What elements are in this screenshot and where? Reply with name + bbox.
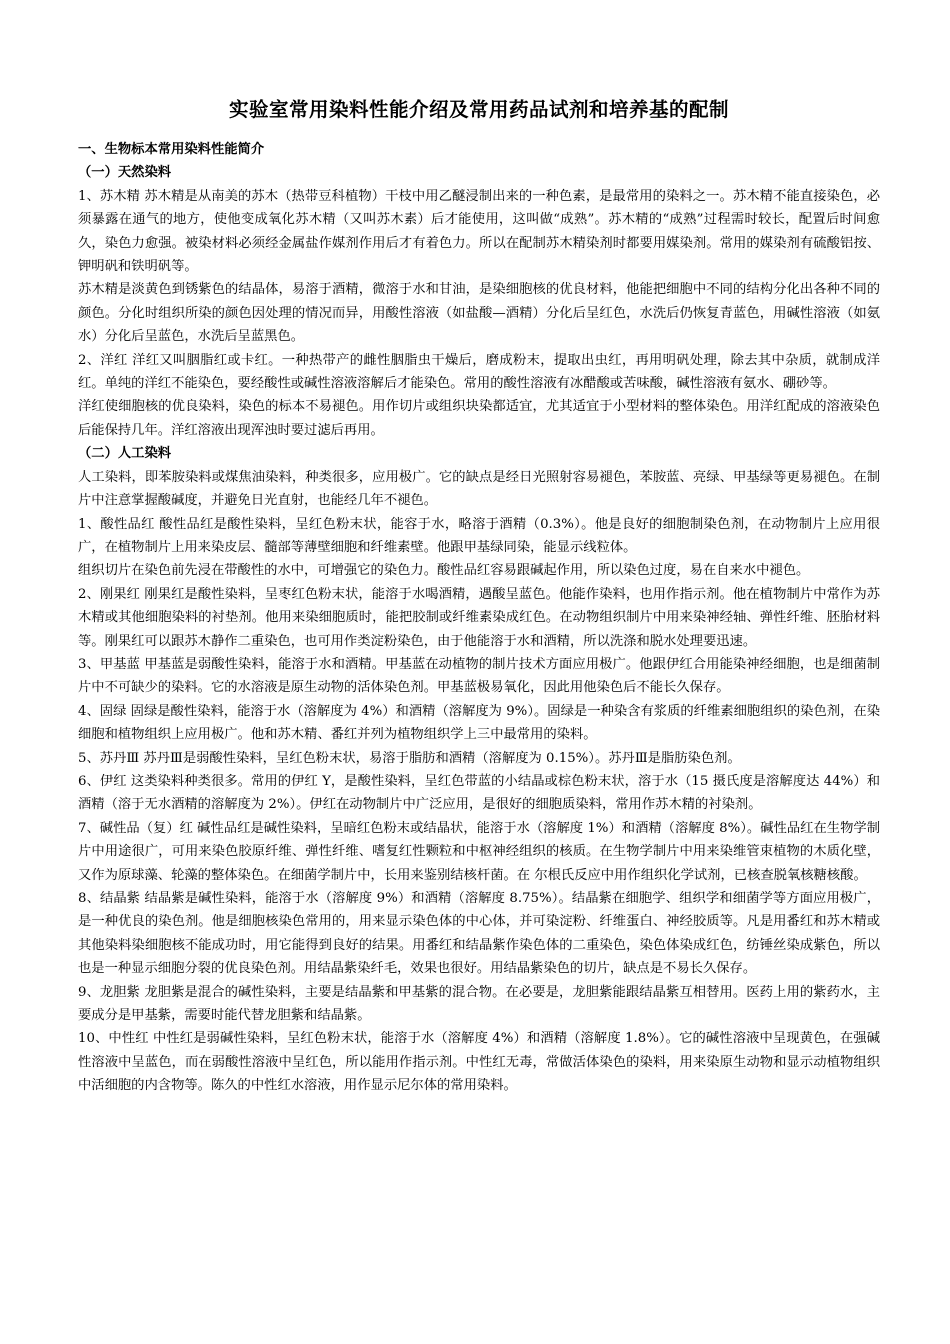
paragraph: 1、酸性品红 酸性品红是酸性染料，呈红色粉末状，能容于水，略溶于酒精（0.3%）。他是良好的细胞制染色剂，在动物制片上应用很广，在植物制片上用来染皮层、髓部等薄壁细胞和纤维素壁。他跟甲基绿同染，能显示线粒体。 <box>78 516 880 555</box>
paragraph: 3、甲基蓝 甲基蓝是弱酸性染料，能溶于水和酒精。甲基蓝在动植物的制片技术方面应用极广。他跟伊红合用能染神经细胞，也是细菌制片中不可缺少的染料。它的水溶液是原生动物的活体染色剂。甲基蓝极易氧化，因此用他染色后不能长久保存。 <box>78 656 880 696</box>
subsection-heading-natural-dyes: （一）天然染料 <box>78 165 172 181</box>
paragraph: 1、苏木精 苏木精是从南美的苏木（热带豆科植物）干枝中用乙醚浸制出来的一种色素，是最常用的染料之一。苏木精不能直接染色，必须暴露在通气的地方，使他变成氧化苏木精（又叫苏木素）后才能使用，这叫做“成熟”。苏木精的“成熟”过程需时较长，配置后时间愈久，染色力愈强。被染材料必须经金属盐作媒剂作用后才有着色力。所以在配制苏木精染剂时都要用媒染剂。常用的媒染剂有硫酸铝按、钾明矾和铁明矾等。 <box>78 188 880 275</box>
paragraph: 人工染料，即苯胺染料或煤焦油染料，种类很多，应用极广。它的缺点是经日光照射容易褪色，苯胺蓝、亮绿、甲基绿等更易褪色。在制片中注意掌握酸碱度，并避免日光直射，也能经几年不褪色。 <box>78 469 880 509</box>
paragraph: 洋红使细胞核的优良染料，染色的标本不易褪色。用作切片或组织块染都适宜，尤其适宜于小型材料的整体染色。用洋红配成的溶液染色后能保持几年。洋红溶液出现浑浊时要过滤后再用。 <box>78 399 880 438</box>
paragraph: 5、苏丹Ⅲ 苏丹Ⅲ是弱酸性染料，呈红色粉末状，易溶于脂肪和酒精（溶解度为 0.15%）。苏丹Ⅲ是脂肪染色剂。 <box>78 750 741 766</box>
artificial-dyes-body <box>78 466 880 1098</box>
paragraph: 苏木精是淡黄色到锈紫色的结晶体，易溶于酒精，微溶于水和甘油，是染细胞核的优良材料，他能把细胞中不同的结构分化出各种不同的颜色。分化时组织所染的颜色因处理的情况而异，用酸性溶液（如盐酸—酒精）分化后呈红色，水洗后仍恢复青蓝色，用碱性溶液（如氨水）分化后呈蓝色，水洗后呈蓝黑色。 <box>78 282 880 345</box>
paragraph: 2、洋红 洋红又叫胭脂红或卡红。一种热带产的雌性胭脂虫干燥后，磨成粉末，提取出虫红，再用明矾处理，除去其中杂质，就制成洋红。单纯的洋红不能染色，要经酸性或碱性溶液溶解后才能染色。常用的酸性溶液有冰醋酸或苦味酸，碱性溶液有氨水、硼砂等。 <box>78 352 880 392</box>
paragraph: 7、碱性品（复）红 碱性品红是碱性染料，呈暗红色粉末或结晶状，能溶于水（溶解度 1%）和酒精（溶解度 8%）。碱性品红在生物学制片中用途很广，可用来染色胶原纤维、弹性纤维、嗜复红性颗粒和中枢神经组织的核质。在生物学制片中用来染维管束植物的木质化壁，又作为原球藻、轮藻的整体染色。在细菌学制片中，长用来鉴别结核杆菌。在 尔根氏反应中用作组织化学试剂，已核查脱氧核糖核酸。 <box>78 820 880 883</box>
paragraph: 8、结晶紫 结晶紫是碱性染料，能溶于水（溶解度 9%）和酒精（溶解度 8.75%）。结晶紫在细胞学、组织学和细菌学等方面应用极广，是一种优良的染色剂。他是细胞核染色常用的，用来显示染色体的中心体，并可染淀粉、纤维蛋白、神经胶质等。凡是用番红和苏木精或其他染料染细胞核不能成功时，用它能得到良好的结果。用番红和结晶紫作染色体的二重染色，染色体染成红色，纺锤丝染成紫色，所以也是一种显示细胞分裂的优良染色剂。用结晶紫染纤毛，效果也很好。用结晶紫染色的切片，缺点是不易长久保存。 <box>78 891 880 977</box>
section-heading: 一、生物标本常用染料性能简介 <box>78 142 265 157</box>
paragraph: 4、固绿 固绿是酸性染料，能溶于水（溶解度为 4%）和酒精（溶解度为 9%）。固绿是一种染含有浆质的纤维素细胞组织的染色剂，在染细胞和植物组织上应用极广。他和苏木精、番红并列为植物组织学上三中最常用的染料。 <box>78 703 880 743</box>
paragraph: 2、刚果红 刚果红是酸性染料，呈枣红色粉末状，能溶于水喝酒精，遇酸呈蓝色。他能作染料，也用作指示剂。他在植物制片中常作为苏木精或其他细胞染料的衬垫剂。他用来染细胞质时，能把胶制或纤维素染成红色。在动物组织制片中用来染神经轴、弹性纤维、胚胎材料等。刚果红可以跟苏木静作二重染色，也可用作类淀粉染色，由于他能溶于水和酒精，所以洗涤和脱水处理要迅速。 <box>78 586 880 649</box>
subsection-heading-artificial-dyes: （二）人工染料 <box>78 446 172 462</box>
paragraph: 9、龙胆紫 龙胆紫是混合的碱性染料，主要是结晶紫和甲基紫的混合物。在必要是，龙胆紫能跟结晶紫互相替用。医药上用的紫药水，主要成分是甲基紫，需要时能代替龙胆紫和结晶紫。 <box>78 984 880 1024</box>
paragraph: 组织切片在染色前先浸在带酸性的水中，可增强它的染色力。酸性品红容易跟碱起作用，所以染色过度，易在自来水中褪色。 <box>78 563 810 579</box>
paragraph: 10、中性红 中性红是弱碱性染料，呈红色粉末状，能溶于水（溶解度 4%）和酒精（溶解度 1.8%）。它的碱性溶液中呈现黄色，在强碱性溶液中呈蓝色，而在弱酸性溶液中呈红色，所以能用作指示剂。中性红无毒，常做活体染色的染料，用来染原生动物和显示动植物组织中活细胞的内含物等。陈久的中性红水溶液，用作显示尼尔体的常用染料。 <box>78 1031 880 1094</box>
document-title: 实验室常用染料性能介绍及常用药品试剂和培养基的配制 <box>228 98 729 121</box>
paragraph: 6、伊红 这类染料种类很多。常用的伊红 Y，是酸性染料，呈红色带蓝的小结晶或棕色粉末状，溶于水（15 摄氏度是溶解度达 44%）和酒精（溶于无水酒精的溶解度为 2%）。伊红在动物制片中广泛应用，是很好的细胞质染料，常用作苏木精的衬染剂。 <box>78 773 880 813</box>
natural-dyes-body <box>78 185 880 442</box>
